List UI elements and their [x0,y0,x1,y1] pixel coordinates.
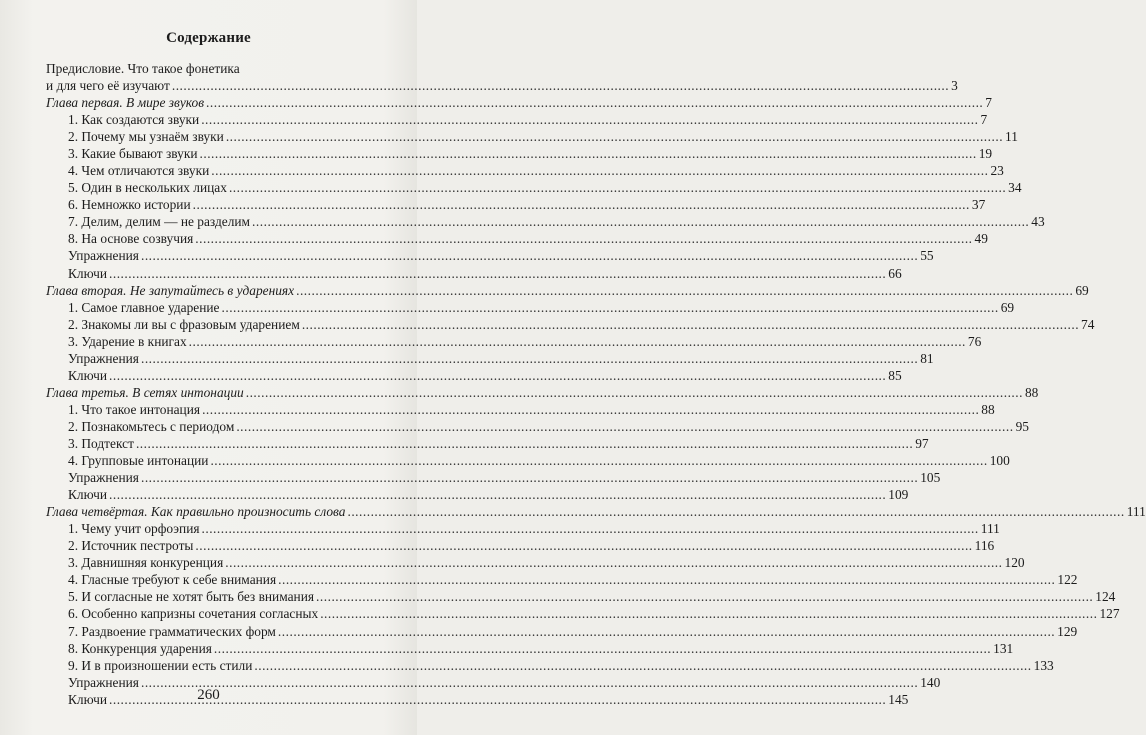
toc-page-number: 81 [920,350,934,366]
toc-page-number: 7 [985,95,992,111]
dot-leader [141,350,918,367]
toc-entry-label: Ключи [68,367,108,383]
toc-entry-auxiliary [46,367,902,384]
toc-entry-section [46,179,1022,196]
toc-entry-label: 4. Чем отличаются звуки [68,163,210,179]
dot-leader [201,111,978,128]
toc-page-number: 55 [920,248,934,264]
page-title: Содержание [166,30,251,46]
toc-entry-label: Глава первая. В мире звуков [46,95,205,111]
toc-entry-label: 3. Ударение в книгах [68,333,187,349]
toc-page-number: 145 [888,691,909,707]
toc-entry-auxiliary [46,265,902,282]
toc-entry-section [46,623,1078,640]
toc-entry-label: Ключи [68,691,108,707]
toc-page-number: 100 [989,453,1010,469]
dot-leader [206,94,983,111]
dot-leader [202,520,979,537]
toc-entry-label: Глава вторая. Не запутайтесь в ударениях [46,282,295,298]
toc-entry-section [46,640,1014,657]
toc-entry-chapter [46,282,1089,299]
toc-entry-auxiliary [46,350,934,367]
toc-page-number: 105 [920,470,941,486]
toc-page-number: 85 [888,367,902,383]
toc-entry-label: 5. И согласные не хотят быть без внимания [68,589,315,605]
toc-entry-chapter [46,384,1039,401]
toc-entry-section [46,554,1025,571]
toc-page-number: 133 [1033,657,1054,673]
toc-entry-section [46,128,1018,145]
toc-page-number: 116 [974,538,995,554]
toc-entry-label: Упражнения [68,674,139,690]
toc-entry-section [46,316,1095,333]
toc-page-number: 97 [915,435,929,451]
toc-page-number: 74 [1081,316,1095,332]
dot-leader [236,418,1013,435]
toc-page-number: 7 [980,112,988,128]
toc-entry-section [46,145,993,162]
dot-leader [109,367,886,384]
dot-leader [136,435,913,452]
dot-leader [254,657,1031,674]
toc-entry-label: 2. Почему мы узнаём звуки [68,129,224,145]
toc-entry-label: Упражнения [68,470,139,486]
dot-leader [302,316,1079,333]
toc-entry-auxiliary [46,247,934,264]
toc-entry-section [46,520,1000,537]
toc-page-number: 3 [951,78,958,93]
toc-entry-label: 4. Групповые интонации [68,453,209,469]
toc-entry-section [46,435,929,452]
toc-page-number: 120 [1004,555,1025,571]
toc-entry-label: Упражнения [68,248,139,264]
dot-leader [252,213,1029,230]
toc-entry-label: 6. Немножко истории [68,197,191,213]
toc-page-number: 76 [967,333,982,349]
toc-entry-preface [46,77,958,94]
toc-entry-label: 7. Делим, делим — не разделим [68,214,251,230]
toc-page-number: 127 [1099,606,1120,622]
dot-leader [211,162,988,179]
toc-entry-section [46,537,995,554]
toc-entry-section [46,162,1004,179]
toc-entry-label: 2. Источник пестроты [68,538,194,554]
toc-entry-label: 9. И в произношении есть стили [68,657,253,673]
toc-page-number: 19 [978,146,993,162]
dot-leader [226,128,1003,145]
toc-entry-label: Ключи [68,487,108,503]
toc-entry-label: 8. Конкуренция ударения [68,640,212,656]
toc-page-number: 37 [971,197,986,213]
toc-entry-section [46,230,988,247]
dot-leader [109,486,886,503]
toc-entry-label: 7. Раздвоение грамматических форм [68,623,276,639]
toc-page-number: 23 [990,163,1004,179]
toc-entry-label: и для чего её изучают [46,78,170,93]
dot-leader [210,452,987,469]
toc-entry-label: 2. Знакомы ли вы с фразовым ударением [68,316,300,332]
toc-entry-section [46,333,982,350]
toc-entry-label: Ключи [68,265,108,281]
toc-entry-label: 1. Чему учит орфоэпия [68,521,200,537]
toc-page-number: 124 [1095,589,1116,605]
dot-leader [225,554,1002,571]
toc-entry-label: 1. Что такое интонация [68,401,201,417]
dot-leader [109,265,886,282]
dot-leader [195,537,972,554]
toc-entry-section [46,196,986,213]
toc-page-number: 88 [1024,384,1039,400]
toc-entry-section [46,452,1010,469]
dot-leader [278,571,1055,588]
toc-page-number: 34 [1008,180,1022,196]
toc-entry-section [46,657,1054,674]
toc-entry-section [46,213,1045,230]
toc-entry-label: 8. На основе созвучия [68,231,194,247]
toc-entry-label: Глава четвёртая. Как правильно произносить слова [46,504,346,520]
dot-leader [296,282,1073,299]
dot-leader [222,299,999,316]
toc-entry-auxiliary [46,469,941,486]
dot-leader [229,179,1006,196]
dot-leader [141,247,918,264]
toc-page-number: 66 [888,265,902,281]
dot-leader [193,196,970,213]
toc-entry-section [46,571,1078,588]
toc-entry-section [46,418,1029,435]
toc-page-number: 109 [888,487,909,503]
dot-leader [195,230,972,247]
dot-leader [172,77,949,94]
dot-leader [141,469,918,486]
toc-page-number: 88 [981,401,995,417]
toc-page-number: 69 [1075,282,1089,298]
toc-entry-label: 2. Познакомьтесь с периодом [68,418,235,434]
toc-entry-label: 5. Один в нескольких лицах [68,180,227,196]
toc-entry-label: 1. Как создаются звуки [68,112,200,128]
toc-entry-chapter [46,94,992,111]
toc-page-number: 11 [1005,129,1018,145]
toc-page-number: 111 [1126,504,1146,520]
toc-entry-chapter [46,503,1146,520]
dot-leader [189,333,966,350]
dot-leader [200,145,977,162]
toc-entry-label: Упражнения [68,350,139,366]
toc-page-number: 49 [974,231,988,247]
dot-leader [347,503,1124,520]
toc-page-number: 129 [1057,623,1078,639]
toc-entry-section [46,588,1116,605]
toc-page-number: 69 [1000,299,1015,315]
toc-page-number: 95 [1015,418,1029,434]
page-number: 260 [197,687,220,703]
toc-entry-section [46,605,1120,622]
table-of-contents [46,60,1146,708]
dot-leader [278,623,1055,640]
dot-leader [202,401,979,418]
toc-entry-section [46,111,988,128]
toc-entry-section [46,401,995,418]
toc-entry-label: 4. Гласные требуют к себе внимания [68,572,277,588]
toc-page-number: 43 [1031,214,1045,230]
toc-entry-label: 1. Самое главное ударение [68,299,220,315]
toc-page-number: 140 [920,674,941,690]
dot-leader [320,605,1097,622]
toc-entry-label: Глава третья. В сетях интонации [46,384,244,400]
toc-page-number: 111 [980,521,1000,537]
preface-title-line-1: Предисловие. Что такое фонетика [46,61,240,76]
toc-page-number: 122 [1057,572,1078,588]
dot-leader [214,640,991,657]
toc-page-number: 131 [993,640,1014,656]
toc-entry-auxiliary [46,486,909,503]
dot-leader [246,384,1023,401]
toc-entry-label: 3. Подтекст [68,435,134,451]
toc-entry-label: 6. Особенно капризны сочетания согласных [68,606,319,622]
toc-entry-label: 3. Давнишняя конкуренция [68,555,224,571]
toc-entry-section [46,299,1015,316]
dot-leader [316,588,1093,605]
toc-entry-label: 3. Какие бывают звуки [68,146,198,162]
